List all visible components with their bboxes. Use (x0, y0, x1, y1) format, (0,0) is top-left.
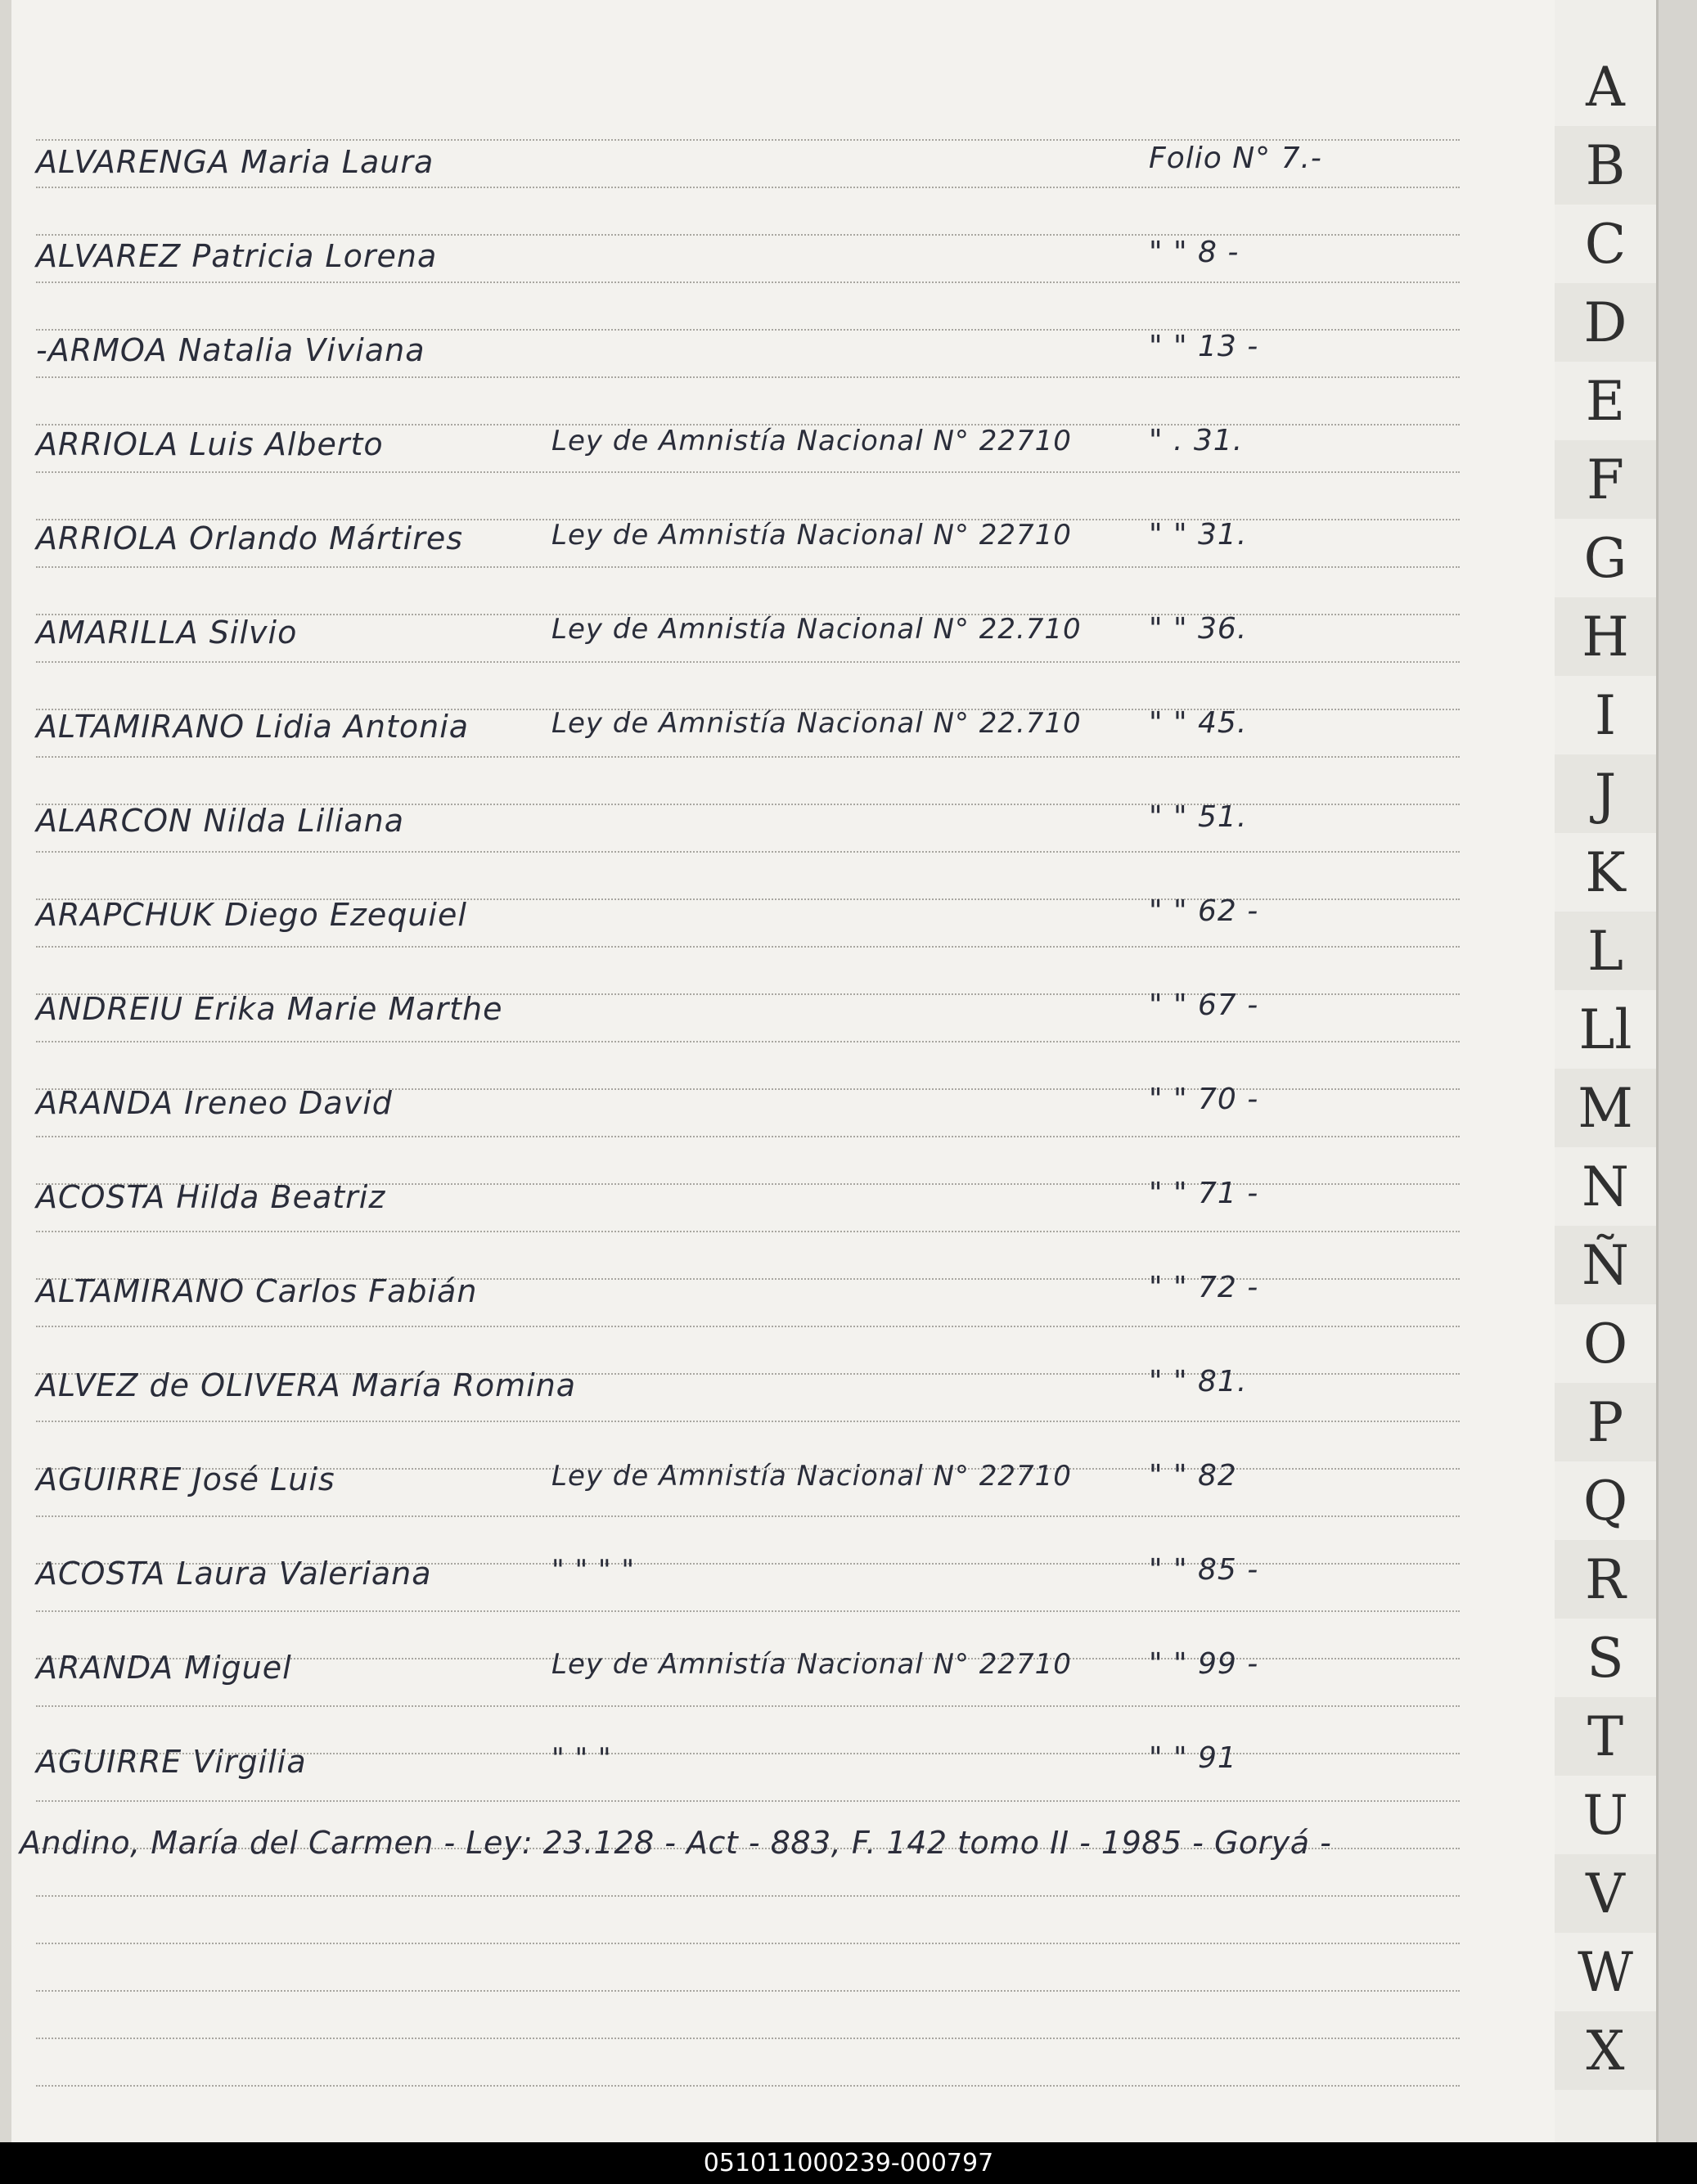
entry-name: ALTAMIRANO Carlos Fabián (36, 1273, 478, 1309)
index-tab[interactable]: K (1585, 840, 1626, 904)
entry-folio: " " 67 - (1149, 988, 1259, 1022)
ruled-line (36, 946, 1460, 948)
ledger-entry (36, 311, 1386, 368)
index-tab[interactable]: N (1582, 1155, 1629, 1218)
ledger-entry (36, 1064, 1386, 1121)
entry-name: AMARILLA Silvio (36, 615, 298, 651)
entry-folio: " " 81. (1149, 1365, 1248, 1398)
ruled-line (36, 566, 1460, 568)
entry-folio: " " 71 - (1149, 1177, 1259, 1210)
entry-name: -ARMOA Natalia Viviana (36, 332, 425, 368)
ledger-entry (36, 1534, 1386, 1592)
ruled-line (36, 756, 1460, 758)
ledger-entry (36, 1158, 1386, 1215)
ruled-line (36, 1136, 1460, 1137)
index-tab[interactable]: D (1555, 283, 1656, 362)
entry-name: ALVEZ de OLIVERA María Romina (36, 1367, 577, 1403)
ruled-line (36, 281, 1460, 283)
entry-note: " " " " (551, 1554, 635, 1587)
index-tab[interactable]: X (1555, 2011, 1656, 2090)
ledger-entry (36, 687, 1386, 745)
entry-name: ALVAREZ Patricia Lorena (36, 238, 438, 274)
entry-name: ANDREIU Erika Marie Marthe (36, 991, 503, 1027)
entry-folio: " " 45. (1149, 706, 1248, 740)
ruled-line (36, 1705, 1460, 1707)
entry-folio: " " 72 - (1149, 1271, 1259, 1304)
index-tab[interactable]: I (1594, 683, 1617, 747)
ruled-line (36, 1421, 1460, 1422)
ruled-line (36, 1895, 1460, 1897)
ruled-line (36, 187, 1460, 188)
entry-name: ARANDA Miguel (36, 1650, 292, 1686)
index-tab[interactable]: S (1587, 1626, 1624, 1690)
entry-name: ARRIOLA Orlando Mártires (36, 520, 464, 556)
index-tab[interactable]: H (1555, 597, 1656, 676)
document-code: 051011000239-000797 (703, 2149, 994, 2177)
entry-name: AGUIRRE Virgilia (36, 1744, 307, 1780)
index-tab[interactable]: R (1555, 1540, 1656, 1619)
entry-name: ALTAMIRANO Lidia Antonia (36, 709, 470, 745)
index-tab[interactable]: E (1585, 369, 1626, 433)
index-tabs (1555, 0, 1659, 2142)
entry-folio: Folio N° 7.- (1149, 142, 1322, 175)
index-tab[interactable]: C (1584, 212, 1627, 276)
index-tab[interactable]: O (1582, 1312, 1628, 1376)
index-tab[interactable]: F (1555, 440, 1656, 519)
index-tab[interactable]: U (1582, 1783, 1628, 1847)
index-tab[interactable]: B (1555, 126, 1656, 205)
index-tab[interactable]: M (1555, 1069, 1656, 1147)
ledger-entry (36, 123, 1386, 180)
index-tab[interactable]: Ll (1578, 997, 1632, 1061)
entry-folio: " " 91 (1149, 1741, 1237, 1775)
entry-name: ARAPCHUK Diego Ezequiel (36, 897, 467, 933)
entry-folio: " " 85 - (1149, 1553, 1259, 1587)
ledger-entry (36, 1346, 1386, 1403)
ruled-line (36, 1990, 1460, 1992)
ledger-entry (36, 1628, 1386, 1686)
index-tab[interactable]: Ñ (1555, 1226, 1656, 1304)
ruled-line (36, 2085, 1460, 2087)
entry-note: Ley de Amnistía Nacional N° 22710 (551, 1460, 1072, 1493)
ruled-line (36, 376, 1460, 378)
ledger-entry (36, 876, 1386, 933)
entry-note: Ley de Amnistía Nacional N° 22710 (551, 1648, 1072, 1681)
entry-name: ALARCON Nilda Liliana (36, 803, 405, 839)
entry-name: ACOSTA Hilda Beatriz (36, 1179, 386, 1215)
index-tab[interactable]: T (1555, 1697, 1656, 1776)
entry-folio: " " 82 (1149, 1459, 1237, 1493)
entry-name: ARANDA Ireneo David (36, 1085, 393, 1121)
entry-note: " " " (551, 1742, 612, 1775)
ledger-entry (36, 1440, 1386, 1497)
index-tab[interactable]: A (1586, 55, 1625, 119)
ruled-line (36, 1515, 1460, 1517)
entry-folio: " " 99 - (1149, 1647, 1259, 1681)
footer-bar (0, 2142, 1697, 2184)
entry-folio: " " 31. (1149, 518, 1248, 552)
ruled-line (36, 1610, 1460, 1612)
ruled-line (36, 851, 1460, 853)
entry-folio: " . 31. (1149, 424, 1244, 457)
entry-folio: " " 13 - (1149, 330, 1259, 363)
ruled-line (36, 1231, 1460, 1232)
ruled-line (36, 1943, 1460, 1944)
entry-note: Ley de Amnistía Nacional N° 22.710 (551, 613, 1082, 646)
index-tab[interactable]: L (1555, 912, 1656, 990)
entry-folio: " " 62 - (1149, 894, 1259, 928)
index-tab[interactable]: W (1578, 1940, 1633, 2004)
index-tab[interactable]: P (1555, 1383, 1656, 1461)
ruled-line (36, 471, 1460, 473)
index-tab[interactable]: J (1555, 754, 1656, 833)
entry-name: AGUIRRE José Luis (36, 1461, 335, 1497)
entry-name: ARRIOLA Luis Alberto (36, 426, 384, 462)
entry-name: ALVARENGA Maria Laura (36, 144, 434, 180)
ledger-entry (36, 1722, 1386, 1780)
entry-folio: " " 70 - (1149, 1083, 1259, 1116)
entry-note: Ley de Amnistía Nacional N° 22.710 (551, 707, 1082, 740)
ledger-entry (36, 781, 1386, 839)
ruled-line (36, 661, 1460, 663)
entry-folio: " " 36. (1149, 612, 1248, 646)
ruled-line (36, 1326, 1460, 1327)
ledger-entry (36, 217, 1386, 274)
ledger-entry (36, 405, 1386, 462)
ruled-line (36, 2038, 1460, 2039)
ruled-line (36, 1041, 1460, 1042)
last-entry: Andino, María del Carmen - Ley: 23.128 - Act - 883, F. 142 tomo II - 1985 - Goryá - (20, 1825, 1332, 1861)
alphabet-index-strip (1555, 0, 1697, 2142)
index-tab[interactable]: G (1583, 526, 1627, 590)
ruled-line (36, 1800, 1460, 1802)
entry-name: ACOSTA Laura Valeriana (36, 1556, 432, 1592)
entry-note: Ley de Amnistía Nacional N° 22710 (551, 425, 1072, 457)
ledger-entry (36, 499, 1386, 556)
ledger-entry (36, 1252, 1386, 1309)
ledger-entry (36, 593, 1386, 651)
entry-note: Ley de Amnistía Nacional N° 22710 (551, 519, 1072, 552)
entry-folio: " " 51. (1149, 800, 1248, 834)
index-tab[interactable]: V (1555, 1854, 1656, 1933)
ledger-entry (36, 970, 1386, 1027)
entry-folio: " " 8 - (1149, 236, 1240, 269)
index-tab[interactable]: Q (1582, 1469, 1628, 1533)
